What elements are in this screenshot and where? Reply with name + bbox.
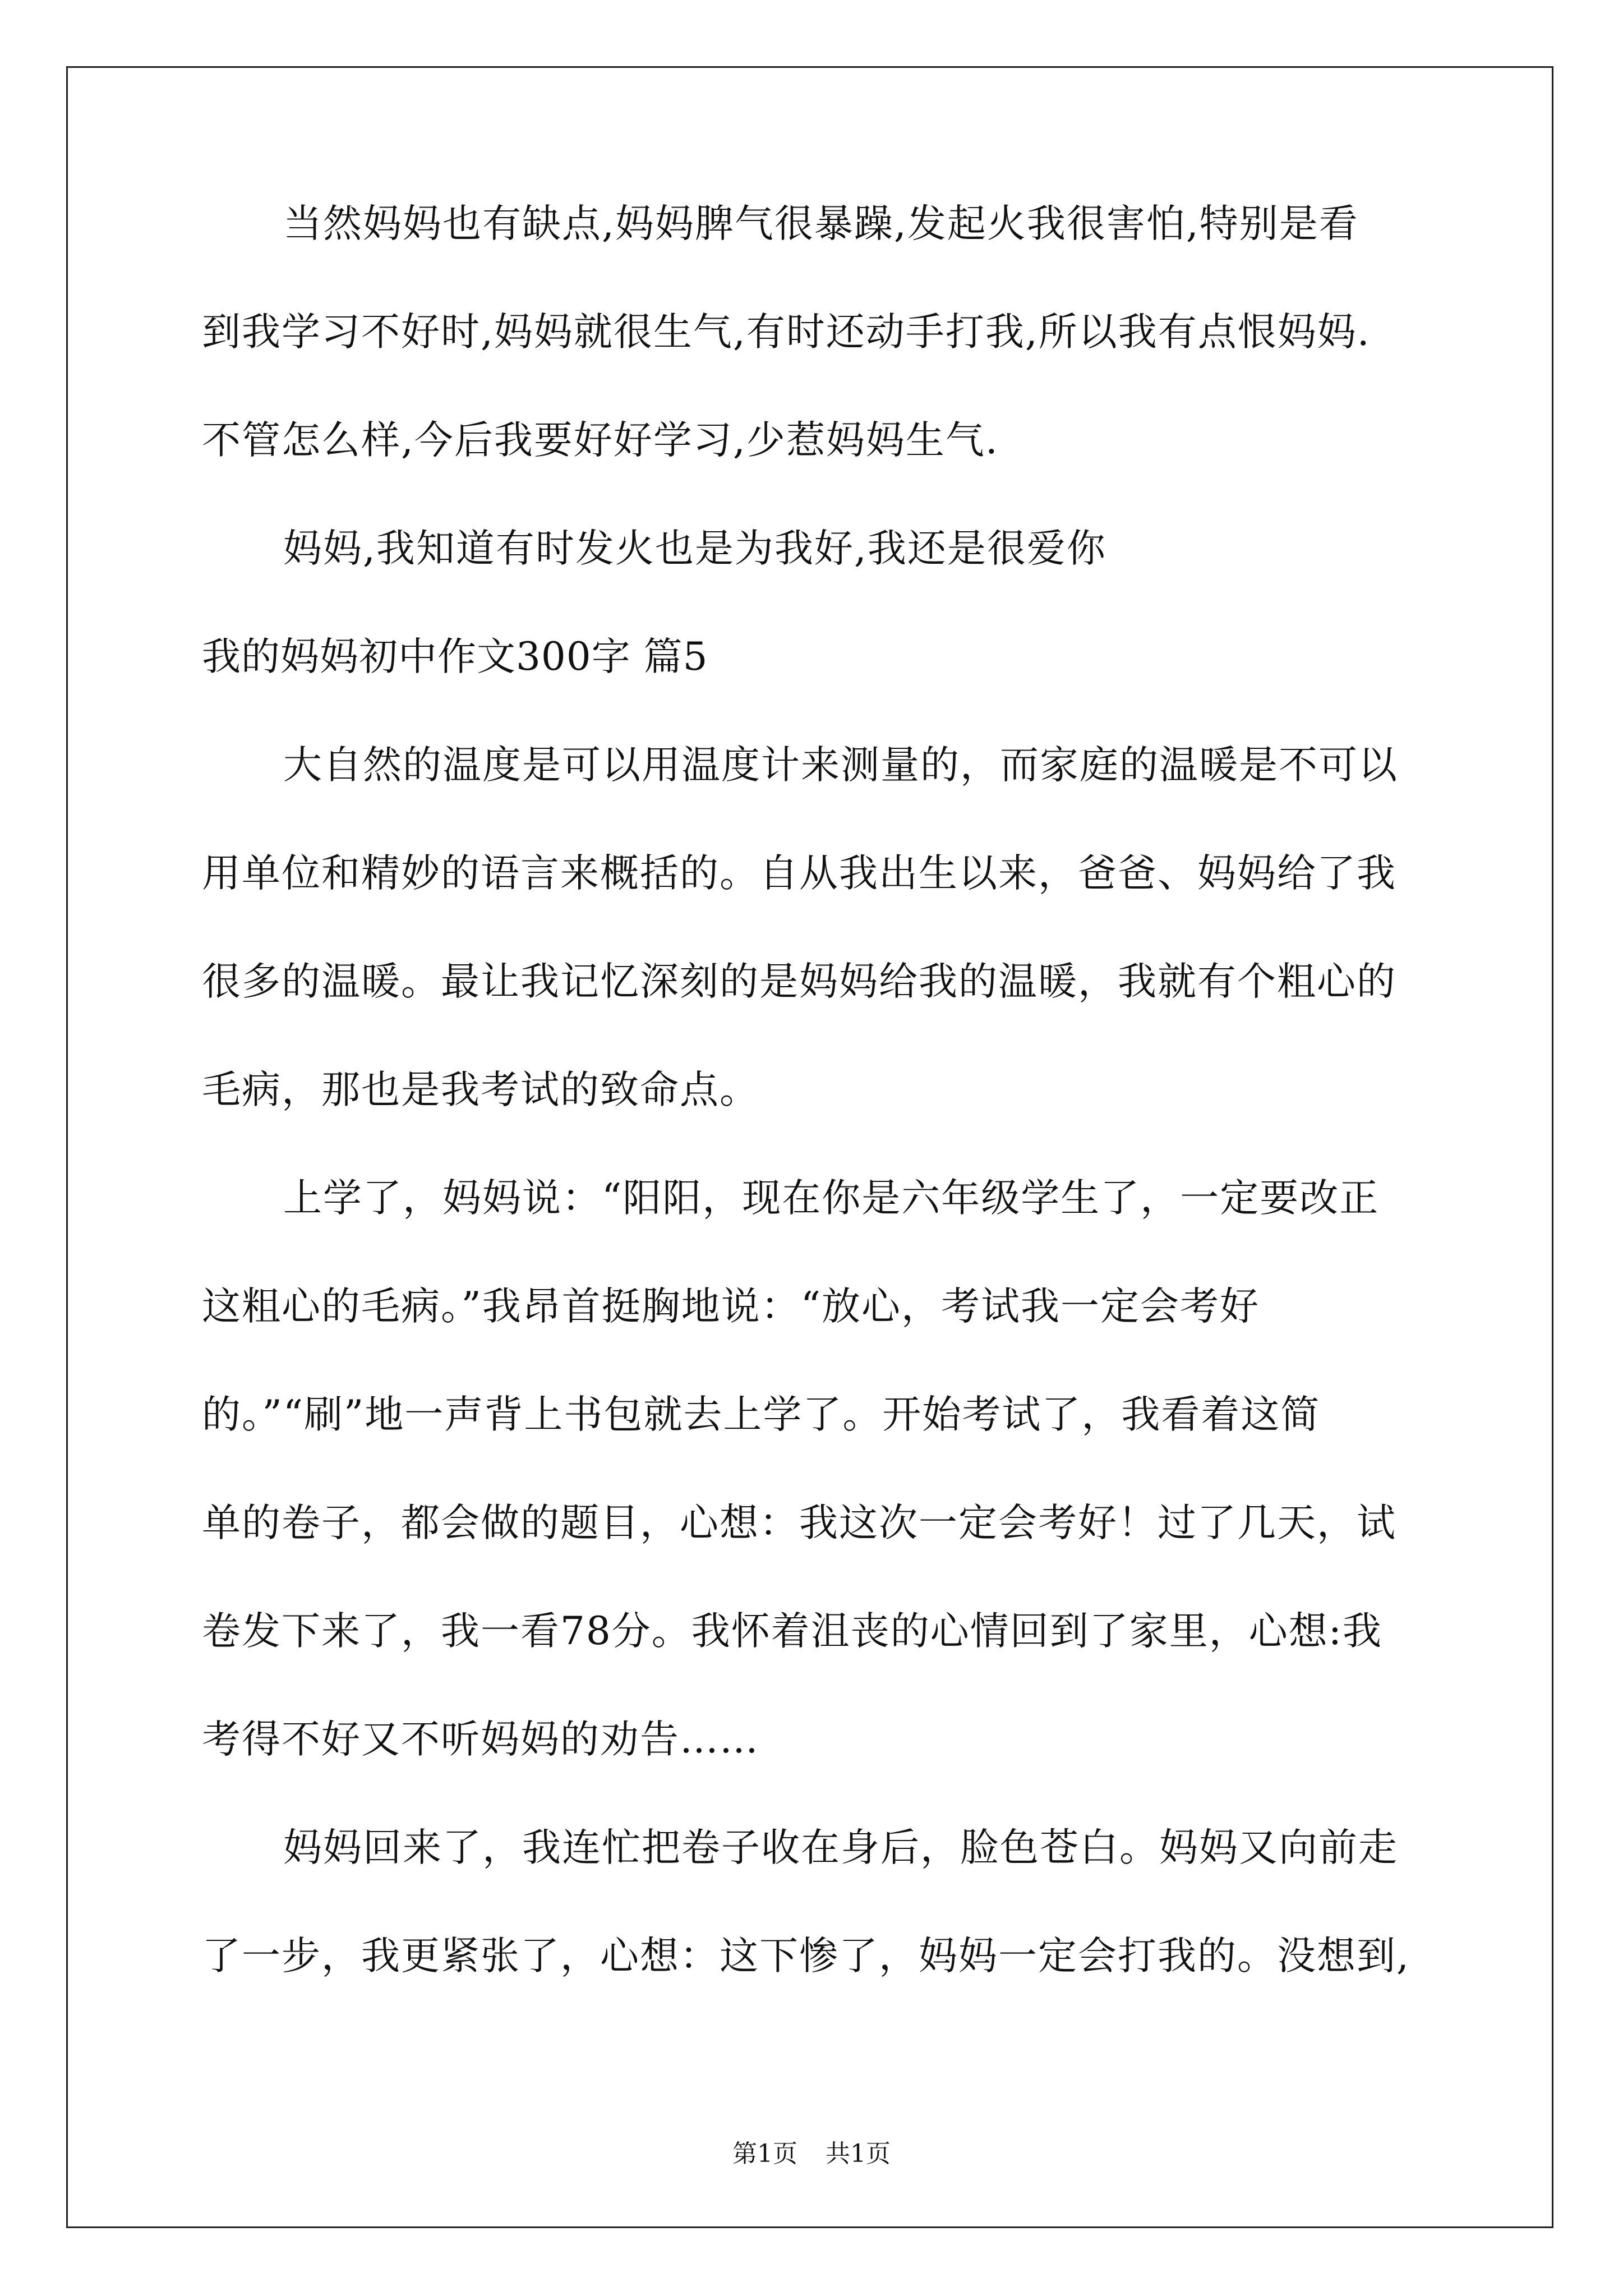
page-footer (0, 2137, 1623, 2171)
paragraph-line: 到我学习不好时,妈妈就很生气,有时还动手打我,所以我有点恨妈妈. (202, 310, 1371, 355)
paragraph-line: 当然妈妈也有缺点,妈妈脾气很暴躁,发起火我很害怕,特别是看 (283, 201, 1359, 246)
page-number: 第1页 (732, 2139, 797, 2168)
section-heading: 我的妈妈初中作文300字 篇5 (202, 634, 708, 679)
paragraph-line: 用单位和精妙的语言来概括的。自从我出生以来，爸爸、妈妈给了我 (202, 851, 1396, 896)
paragraph-line: 妈妈,我知道有时发火也是为我好,我还是很爱你 (283, 526, 1106, 571)
paragraph-line: 了一步，我更紧张了，心想：这下惨了，妈妈一定会打我的。没想到, (202, 1934, 1410, 1978)
paragraph-line: 妈妈回来了，我连忙把卷子收在身后，脸色苍白。妈妈又向前走 (283, 1825, 1398, 1870)
page-total: 共1页 (826, 2139, 891, 2168)
paragraph-line: 上学了，妈妈说：“阳阳，现在你是六年级学生了，一定要改正 (283, 1176, 1380, 1221)
paragraph-line: 的。”“刷”地一声背上书包就去上学了。开始考试了，我看着这简 (202, 1392, 1321, 1437)
paragraph-line: 不管怎么样,今后我要好好学习,少惹妈妈生气. (202, 418, 999, 463)
paragraph-line: 很多的温暖。最让我记忆深刻的是妈妈给我的温暖，我就有个粗心的 (202, 959, 1396, 1004)
paragraph-line: 考得不好又不听妈妈的劝告…… (202, 1717, 759, 1762)
paragraph-line: 卷发下来了，我一看78分。我怀着沮丧的心情回到了家里，心想:我 (202, 1609, 1383, 1654)
paragraph-line: 毛病，那也是我考试的致命点。 (202, 1068, 759, 1112)
paragraph-line: 单的卷子，都会做的题目，心想：我这次一定会考好！过了几天，试 (202, 1501, 1396, 1545)
paragraph-line: 这粗心的毛病。”我昂首挺胸地说：“放心，考试我一定会考好 (202, 1284, 1260, 1329)
paragraph-line: 大自然的温度是可以用温度计来测量的，而家庭的温暖是不可以 (283, 743, 1398, 788)
document-body (202, 196, 1436, 2037)
